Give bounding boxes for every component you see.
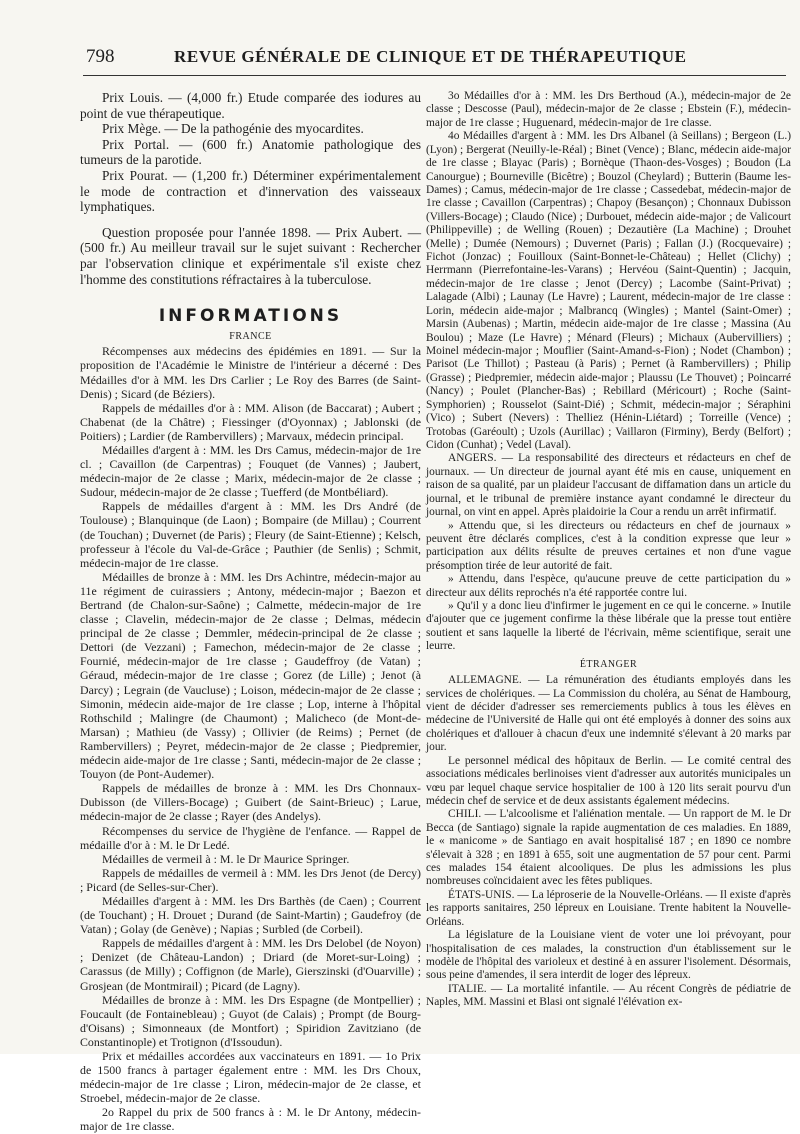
question-1898: Question proposée pour l'année 1898. — Prix Aubert. — (500 fr.) Au meilleur travail sur le sujet suivant : Rechercher par l'observation clinique et expérimentale s'il existe chez l'homme des constitutions réfractaires à la tuberculose. xyxy=(80,224,421,287)
page-header xyxy=(86,46,786,72)
prix-list xyxy=(80,90,421,287)
medailles-bronze: Médailles de bronze à : MM. les Drs Achintre, médecin-major au 11e régiment de cuirassiers ; Antony, médecin-major ; Baezon et Bertrand (de Chalon-sur-Saône) ; Calmette, médecin-major de 1re classe ; Clavelin, médecin-major de 2e classe ; Delmas, médecin principal de 2e classe ; Demmler, médecin-principal de 2e classe ; Dettori (de Vezzani) ; Famechon, médecin-major de 2e classe ; Fournié, médecin-major de 1re classe ; Gaudeffroy (de Vatan) ; Géraud, médecin-major de 1re classe ; Gorez (de Lille) ; Jenot (à Darcy) ; Legrain (de Vaucluse) ; Loison, médecin-major de 2e classe ; Simonin, médecin aide-major de 1re classe ; Lop, interne à l'hôpital Rothschild ; Malingre (de Chaumont) ; Malicheco (de Mont-de-Marsan) ; Mathieu (de Vassy) ; Ollivier (de Reims) ; Pernet (de Rambervillers) ; Peyret, médecin-major de 2e classe ; Piedpremier, médecin aide-major de 1re classe ; Santi, médecin-major de 2e classe ; Touyon (de Pont-Audemer). xyxy=(80,569,421,782)
france-label: FRANCE xyxy=(229,331,272,343)
rappels-argent: Rappels de médailles d'argent à : MM. les Drs André (de Toulouse) ; Blanquinque (de Laon) ; Bompaire (de Millau) ; Courrent (de Touchan) ; Duvernet (de Paris) ; Fleury (de Saint-Etienne) ; Kelsch, professeur à l'école du Val-de-Grâce ; Pauthier (de Senlis) ; Schmit, médecin-major de 1re classe. xyxy=(80,499,421,570)
header-rule xyxy=(83,75,786,76)
running-title: REVUE GÉNÉRALE DE CLINIQUE ET DE THÉRAPEUTIQUE xyxy=(174,47,687,66)
medailles-or-vaccine: 3o Médailles d'or à : MM. les Drs Berthoud (A.), médecin-major de 2e classe ; Descosse (Paul), médecin-major de 2e classe ; Ebstein (F.), médecin-major de 1re classe ; Huguenard, médecin-major de 1re classe. xyxy=(426,90,791,129)
hygiene-enfance: Récompenses du service de l'hygiène de l'enfance. — Rappel de médaille d'or à : M. le Dr Ledé. xyxy=(80,823,421,852)
allemagne-cholera: ALLEMAGNE. — La rémunération des étudiants employés dans les services de cholériques. — La Commission du choléra, au Sénat de Hambourg, vient de décider d'adresser ses remerciements publics à tous les élèves en médecine de l'Université de Halle qui ont été employés à donner des soins aux cholériques et d'allouer à chacun d'eux une indemnité s'élevant à 20 marks par jour. xyxy=(426,674,791,754)
medailles-argent: Médailles d'argent à : MM. les Drs Camus, médecin-major de 1re cl. ; Cavaillon (de Carpentras) ; Fouquet (de Vannes) ; Jaubert, médecin-major de 2e classe ; Marix, médecin-major de 2e classe ; Sudour, médecin-major de 2e classe ; Tuefferd (de Montbéliard). xyxy=(80,442,421,500)
medailles-vermeil: Médailles de vermeil à : M. le Dr Maurice Springer. xyxy=(102,851,350,866)
left-column xyxy=(80,90,421,1134)
prix-pourat: Prix Pourat. — (1,200 fr.) Déterminer expérimentalement le mode de contraction et d'innervation des vaisseaux lymphatiques. xyxy=(80,167,421,215)
recompenses-epidemies: Récompenses aux médecins des épidémies en 1891. — Sur la proposition de l'Académie le Ministre de l'intérieur a décerné : Des Médailles d'or à MM. les Drs Carlier ; Le Roy des Barres (de Saint-Denis) ; Sicard (de Béziers). xyxy=(80,344,421,401)
page-number: 798 xyxy=(86,46,115,67)
spacer xyxy=(80,215,421,225)
berlin-hopitaux: Le personnel médical des hôpitaux de Berlin. — Le comité central des associations médicales berlinoises vient d'adresser aux autorités municipales un vœu par lequel chaque service hospitalier de 100 à 120 lits serait pourvu d'un médecin chef de service et de deux assistants également médecins. xyxy=(426,754,791,807)
vaccinateurs-rappel: 2o Rappel du prix de 500 francs à : M. le Dr Antony, médecin-major de 1re classe. xyxy=(80,1105,421,1134)
rappels-vermeil: Rappels de médailles de vermeil à : MM. les Drs Jenot (de Dercy) ; Picard (de Selles-sur-Cher). xyxy=(80,865,421,894)
hygiene-bronze: Médailles de bronze à : MM. les Drs Espagne (de Montpellier) ; Foucault (de Fontainebleau) ; Guyot (de Calais) ; Prompt (de Bourg-d'Oisans) ; Simonneaux (de Montfort) ; Spiridion Zavitziano (de Constantinople) et Trotignon (d'Issoudun). xyxy=(80,992,421,1049)
prix-louis: Prix Louis. — (4,000 fr.) Etude comparée des iodures au point de vue thérapeutique. xyxy=(80,90,421,121)
chili-alcoolisme: CHILI. — L'alcoolisme et l'aliénation mentale. — Un rapport de M. le Dr Becca (de Santiago) signale la rapide augmentation de ces maladies. En 1889, le « manicome » de Santiago en avait hospitalisé 187 ; en 1890 ce nombre s'élevait à 328 ; en 1891 à 655, soit une augmentation de 57 pour cent. Parmi ces malades 154 étaient alcooliques. De plus les admissions les plus nombreuses coïncidaient avec les fêtes publiques. xyxy=(426,808,791,888)
right-column xyxy=(426,90,791,1050)
medailles-argent-vaccine: 4o Médailles d'argent à : MM. les Drs Albanel (à Seillans) ; Bergeon (L.) (Lyon) ; Bergerat (Neuilly-le-Réal) ; Binet (Vence) ; Blanc, médecin aide-major de 1re classe ; Blayac (Paris) ; Bornèque (Thaon-des-Vosges) ; Boudon (La Canourgue) ; Bourneville (Bicêtre) ; Bouzol (Cheylard) ; Butterin (Baume les-Dames) ; Camus, médecin-major de 1re classe ; Cassedebat, médecin-major de 1re classe ; Cavaillon (Carpentras) ; Chapoy (Besançon) ; Chonnaux Dubisson (Villers-Bocage) ; Claudo (Nice) ; Durbouet, médecin aide-major ; de Valicourt (Philippeville) ; de Welling (Rouen) ; Dezautière (La Machine) ; Drouhet (Melle) ; Dumée (Nemours) ; Duvernet (Paris) ; Fallan (J.) (Rocquevaire) ; Fichot (Jonzac) ; Fouilloux (Saint-Bonnet-le-Château) ; Hellet (Clichy) ; Herrmann (Pierrefontaine-les-Varans) ; Hervéou (Saint-Quentin) ; Jacquin, médecin-major de 1re classe ; Jenot (Dercy) ; Lacombe (Saint-Privat) ; Lalagade (Albi) ; Launay (Le Havre) ; Laurent, médecin-major de 1re classe : Lorin, médecin aide-major ; Malbrancq (Wingles) ; Mantel (Saint-Omer) ; Marsin (Aubenas) ; Martin, médecin aide-major de 1re classe ; Massina (Au Boulou) ; Maze (Le Havre) ; Ménard (Fleurs) ; Michaux (Aubervilliers) ; Moinel médecin-major ; Mouflier (Saint-Amand-s-Fion) ; Nodet (Chambon) ; Parisot (Le Thillot) ; Pasteau (à Paris) ; Pernet (à Rambervillers) ; Philip (Grasse) ; Piedpremier, médecin aide-major ; Plaussu (Le Thouvet) ; Poincarré (Nancy) ; Poulet (Plancher-Bas) ; Rebillard (Méricourt) ; Roche (Saint-Symphorien) ; Rousselot (Saint-Dié) ; Schmit, médecin-major ; Séraphini (Vico) ; Subert (Nevers) : Thelliez (Hénin-Liétard) ; Torreille (Vence) ; Trotobas (Garéoult) ; Uzols (Aurillac) ; Vaillaron (Firminy), Berdy (Belfort) ; Cidon (Cunhat) ; Vedel (Laval). xyxy=(426,130,791,451)
prix-mege: Prix Mège. — De la pathogénie des myocardites. xyxy=(102,121,364,137)
rappels-bronze: Rappels de médailles de bronze à : MM. les Drs Chonnaux-Dubisson (de Villers-Bocage) ; Guibert (de Saint-Brieuc) ; Larue, médecin-major de 2e classe ; Rayer (des Andelys). xyxy=(80,781,421,824)
prix-portal: Prix Portal. — (600 fr.) Anatomie pathologique des tumeurs de la parotide. xyxy=(80,136,421,168)
vaccinateurs-prix: Prix et médailles accordées aux vaccinateurs en 1891. — 1o Prix de 1500 francs à partager également entre : MM. les Drs Choux, médecin-major de 1re classe ; Liron, médecin-major de 2e classe, et Stroebel, médecin-major de 2e classe. xyxy=(80,1049,421,1106)
rappels-or: Rappels de médailles d'or à : MM. Alison (de Baccarat) ; Aubert ; Chabenat (de la Châtre) ; Fiessinger (d'Oyonnax) ; Jablonski (de Poitiers) ; Lardier (de Rambervillers) ; Marvaux, médecin principal. xyxy=(80,400,421,443)
informations-heading: INFORMATIONS xyxy=(158,306,343,327)
attendu-3: » Qu'il y a donc lieu d'infirmer le jugement en ce qui le concerne. » Inutile d'ajouter que ce jugement confirme la thèse libérale que la presse tout entière soutient et sans laquelle la liberté de l'écrivain, même scientifique, serait une leurre. xyxy=(426,600,791,653)
attendu-2: » Attendu, dans l'espèce, qu'aucune preuve de cette participation du » directeur aux délits reprochés n'a été rapportée contre lui. xyxy=(426,573,791,599)
hygiene-rappels-argent: Rappels de médailles d'argent à : MM. les Drs Delobel (de Noyon) ; Denizet (de Château-Landon) ; Driard (de Moret-sur-Loing) ; Carassus (de Milly) ; Coffignon (de Marle), Gierszinski (d'Ouarville) ; Grosjean (de Montmirail) ; Picard (de Lagny). xyxy=(80,936,421,993)
etranger-label: ÉTRANGER xyxy=(579,658,638,670)
etats-unis-leproserie: ÉTATS-UNIS. — La léproserie de la Nouvelle-Orléans. — Il existe d'après les rapports sanitaires, 250 lépreux en Louisiane. Trente habitent la Nouvelle-Orléans. xyxy=(426,888,791,928)
louisiane-loi: La législature de la Louisiane vient de voter une loi prévoyant, pour l'hospitalisation de ces malades, la construction d'un établissement sur le modèle de l'hôpital des varioleux et destiné à en assurer l'isolement. Désormais, sous peine d'amendes, il sera interdit de loger des lépreux. xyxy=(426,929,791,982)
attendu-1: » Attendu que, si les directeurs ou rédacteurs en chef de journaux » peuvent être déclarés complices, c'est à la condition expresse que leur » participation aux délits résulte de preuves certaines et non d'une vague présomption tirée de leur autorité de fait. xyxy=(426,519,791,572)
angers-responsabilite: ANGERS. — La responsabilité des directeurs et rédacteurs en chef de journaux. — Un directeur de journal ayant été mis en cause, uniquement en raison de sa qualité, par un plaideur l'accusant de diffamation dans un article du journal, et le tribunal de première instance ayant condamné le directeur du journal, on vint en appel. Après plaidoirie la Cour a rendu un arrêt infirmatif. xyxy=(426,452,791,519)
italie-mortalite: ITALIE. — La mortalité infantile. — Au récent Congrès de pédiatrie de Naples, MM. Massini et Blasi ont signalé l'élévation ex- xyxy=(426,982,791,1009)
hygiene-argent: Médailles d'argent à : MM. les Drs Barthès (de Caen) ; Courrent (de Touchant) ; H. Drouet ; Durand (de Saint-Martin) ; Gaudefroy (de Vatan) ; Golay (de Genève) ; Napias ; Surbled (de Corbeil). xyxy=(80,893,421,937)
